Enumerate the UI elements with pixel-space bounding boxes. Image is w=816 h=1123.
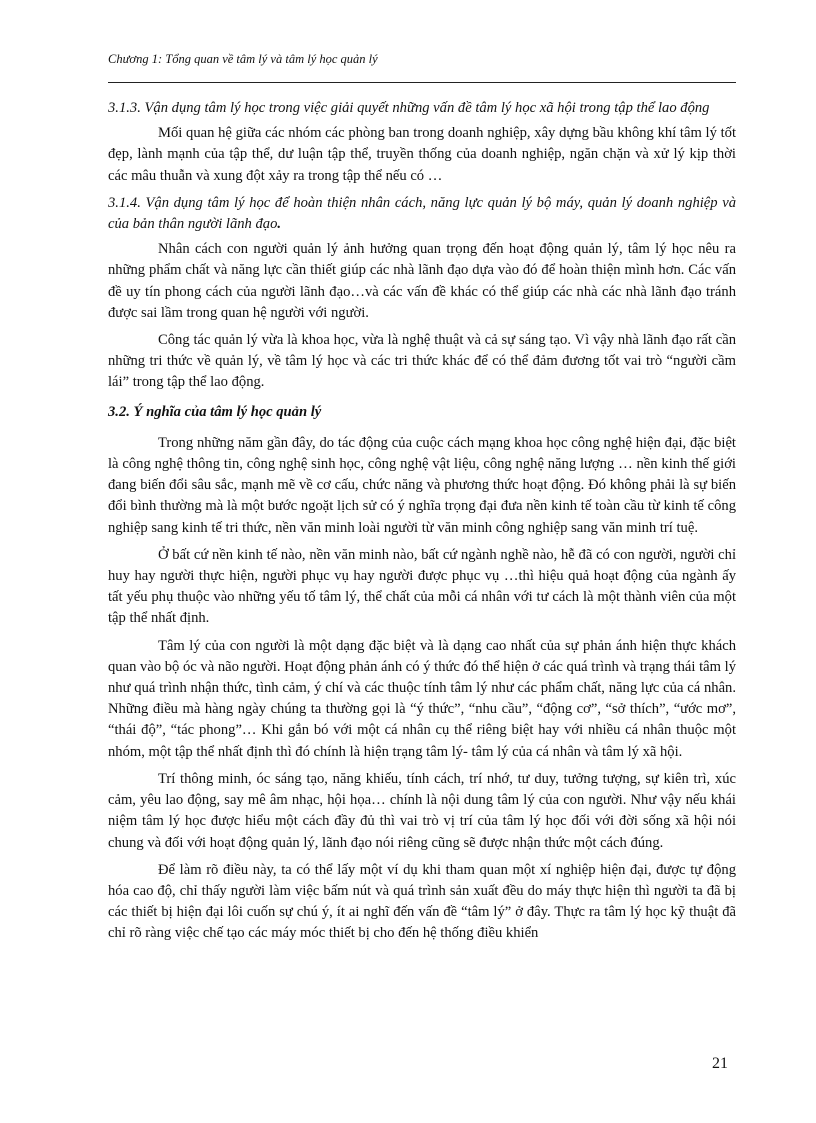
heading-period: . [277,216,282,233]
subsection-heading-3-1-4 [108,193,736,235]
paragraph: Ở bất cứ nền kinh tế nào, nền văn minh nào, bất cứ ngành nghề nào, hễ đã có con người, người chỉ huy hay người thực hiện, người phục vụ hay người được phục vụ …thì hiệu quả hoạt động của ngành ấy tất yếu phụ thuộc vào những yếu tố tâm lý, thể chất của mỗi cá nhân với tư cách là một thành viên của một tập thể nhất định. [108,546,736,627]
paragraph: Trí thông minh, óc sáng tạo, năng khiếu, tính cách, trí nhớ, tư duy, tưởng tượng, sự kiên trì, xúc cảm, yêu lao động, say mê âm nhạc, hội họa… chính là nội dung tâm lý của con người. Như vậy nếu khái niệm tâm lý học được hiểu một cách đầy đủ thì vai trò vị trí của tâm lý học đối với đời sống xã hội nói chung và đối với hoạt động quản lý, lãnh đạo nói riêng cũng sẽ được nhận thức một cách đúng. [108,770,736,851]
running-header: Chương 1: Tổng quan về tâm lý và tâm lý học quản lý [108,52,378,66]
subsection-heading-3-1-3: 3.1.3. Vận dụng tâm lý học trong việc giải quyết những vấn đề tâm lý học xã hội trong tập thể lao động [108,100,710,116]
header-rule [108,82,736,83]
subsection-heading-text: 3.1.4. Vận dụng tâm lý học để hoàn thiện nhân cách, năng lực quản lý bộ máy, quản lý doanh nghiệp và của bản thân người lãnh đạo [108,194,736,233]
paragraph: Mối quan hệ giữa các nhóm các phòng ban trong doanh nghiệp, xây dựng bầu không khí tâm lý tốt đẹp, lành mạnh của tập thể, dư luận tập thể, truyền thống của doanh nghiệp, ngăn chặn và xử lý kịp thời các mâu thuẫn và xung đột xảy ra trong tập thể nếu có … [108,125,736,184]
paragraph: Tâm lý của con người là một dạng đặc biệt và là dạng cao nhất của sự phản ánh hiện thực khách quan vào bộ óc và não người. Hoạt động phản ánh có ý thức đó thể hiện ở các quá trình và trạng thái tâm lý như quá trình nhận thức, tình cảm, ý chí và các thuộc tính tâm lý như các phẩm chất, năng lực của cá nhân. Những điều mà hàng ngày chúng ta thường gọi là “ý thức”, “nhu cầu”, “động cơ”, “sở thích”, “ước mơ”, “thái độ”, “tác phong”… Khi gắn bó với một cá nhân cụ thể riêng biệt hay với nhiều cá nhân thuộc một nhóm, một tập thể nhất định thì đó chính là hiện trạng tâm lý- tâm lý của cá nhân và tâm lý xã hội. [108,637,736,760]
page-content [108,98,736,951]
section-heading-3-2: 3.2. Ý nghĩa của tâm lý học quản lý [108,403,322,420]
paragraph: Để làm rõ điều này, ta có thể lấy một ví dụ khi tham quan một xí nghiệp hiện đại, được tự động hóa cao độ, chỉ thấy người làm việc bấm nút và quá trình sản xuất đều do máy thực hiện thì người ta đã bị các thiết bị hiện đại lôi cuốn sự chú ý, ít ai nghĩ đến vấn đề “tâm lý” ở đây. Thực ra tâm lý học kỹ thuật đã chỉ rõ ràng việc chế tạo các máy móc thiết bị cho đến hệ thống điều khiển [108,861,736,942]
page-number: 21 [712,1055,728,1072]
paragraph: Nhân cách con người quản lý ảnh hưởng quan trọng đến hoạt động quản lý, tâm lý học nêu ra những phẩm chất và năng lực cần thiết giúp các nhà lãnh đạo dựa vào đó để hoàn thiện mình hơn. Các vấn đề uy tín phong cách của người lãnh đạo…và các vấn đề khác có thể giúp các nhà các nhà lãnh đạo tránh được sai lầm trong quan hệ người với người. [108,241,736,321]
paragraph: Trong những năm gần đây, do tác động của cuộc cách mạng khoa học công nghệ hiện đại, đặc biệt là công nghệ thông tin, công nghệ sinh học, công nghệ vật liệu, công nghệ năng lượng … nền kinh thế giới đang biến đổi sâu sắc, mạnh mẽ về cơ cấu, chức năng và phương thức hoạt động. Đó không phải là sự biến đổi bình thường mà là một bước ngoặt lịch sử có ý nghĩa trọng đại đưa nền kinh tế toàn cầu từ kinh tế công nghiệp sang kinh tế tri thức, nền văn minh loài người từ văn minh công nghiệp sang văn minh trí tuệ. [108,434,736,536]
paragraph: Công tác quản lý vừa là khoa học, vừa là nghệ thuật và cả sự sáng tạo. Vì vậy nhà lãnh đạo rất cần những tri thức về quản lý, về tâm lý học và các tri thức khác để có thể đảm đương tốt vai trò “người cầm lái” trong tập thể lao động. [108,332,736,391]
